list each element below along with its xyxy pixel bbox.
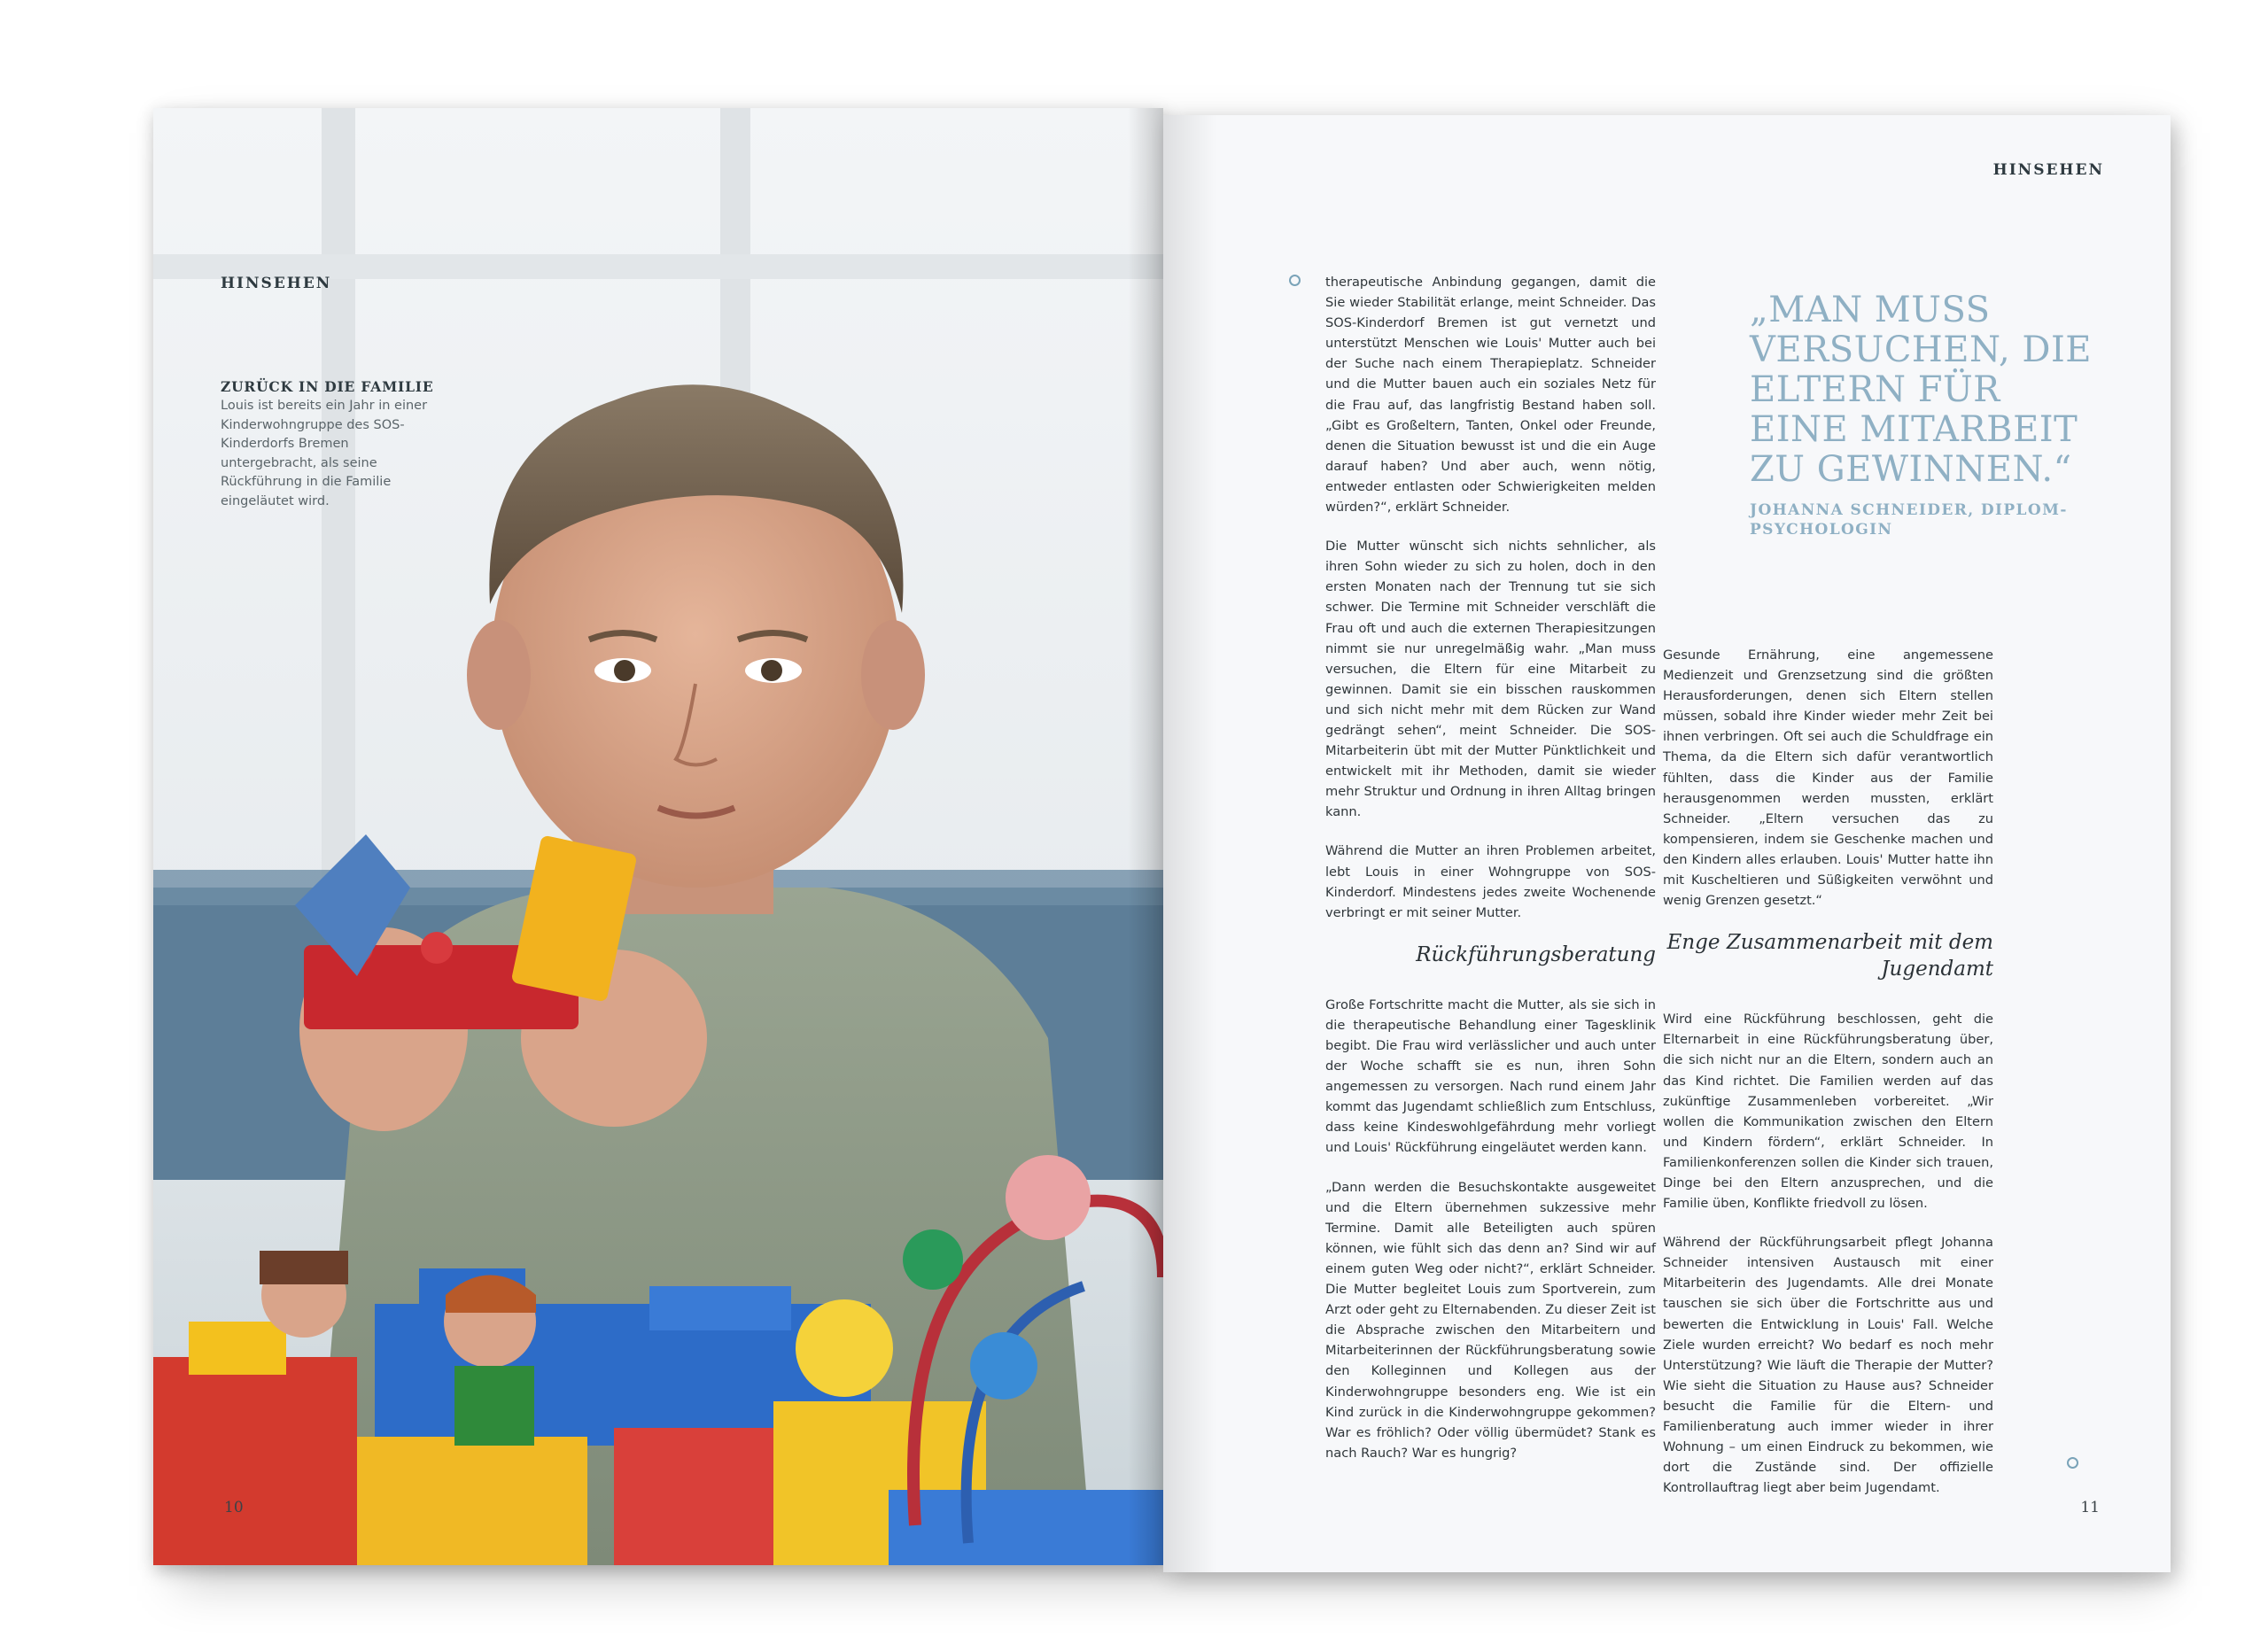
paragraph: „Dann werden die Besuchskontakte ausgeweitet und die Eltern übernehmen sukzessive mehr Termine. Damit alle Beteiligten auch spüren können, wie fühlt sich das denn an? Sind wir auf einem guten Weg oder nicht?“, erklärt Schneider. Die Mutter begleitet Louis zum Sportverein, zum Arzt oder geht zu Elternabenden. Zu dieser Zeit ist die Absprache zwischen den Mitarbeitern und Mitarbeiterinnen der Rückführungsberatung sowie den Kolleginnen und Kollegen aus der Kinderwohngruppe besonders eng. Wie ist ein Kind zurück in die Kinderwohngruppe gekommen? War es fröhlich? Oder völlig übermüdet? Stank es nach Rauch? War es hungrig?	[1325, 1179, 1656, 1461]
paragraph: Während die Mutter an ihren Problemen arbeitet, lebt Louis in einer Wohngruppe von SOS-Kinderdorf. Mindestens jedes zweite Wochenende verbringt er mit seiner Mutter.	[1325, 843, 1656, 920]
paragraph: Große Fortschritte macht die Mutter, als sie sich in die therapeutische Behandlung einer Tagesklinik begibt. Die Frau wird verlässlicher und auch unter der Woche schafft sie es nun, ihren Sohn angemessen zu versorgen. Nach rund einem Jahr kommt das Jugendamt schließlich zum Entschluss, dass keine Kindeswohlgefährdung mehr vorliegt und Louis' Rückführung eingeläutet werden kann.	[1325, 996, 1656, 1156]
pull-quote-text: „MAN MUSS VERSUCHEN, DIE ELTERN FÜR EINE MITARBEIT ZU GEWINNEN.“	[1750, 290, 2092, 490]
running-head: HINSEHEN	[221, 275, 332, 292]
pull-quote	[1750, 291, 2104, 539]
page-number: 11	[2080, 1499, 2100, 1516]
page-number: 10	[224, 1499, 244, 1516]
caption-text: Louis ist bereits ein Jahr in einer Kinderwohngruppe des SOS-Kinderdorfs Bremen untergebracht, als seine Rückführung in die Familie eingeläutet wird.	[221, 399, 428, 508]
right-page	[1163, 115, 2171, 1572]
left-page	[153, 108, 1163, 1565]
article-end-marker-icon	[2067, 1457, 2078, 1469]
photo-caption	[221, 378, 442, 511]
boy-playing-with-blocks-photo	[153, 108, 1163, 1565]
text-column-2	[1663, 645, 1993, 1516]
section-subhead: Enge Zusammenarbeit mit dem Jugendamt	[1666, 931, 1993, 981]
paragraph: Während der Rückführungsarbeit pflegt Johanna Schneider intensiven Austausch mit einer Mitarbeiterin des Jugendamts. Alle drei Monate tauschen sie sich über die Fortschritte aus und bewerten die Entwicklung in Louis' Fall. Welche Ziele wurden erreicht? Wo bedarf es noch mehr Unterstützung? Wie läuft die Therapie der Mutter? Wie sieht die Situation zu Hause aus? Schneider besucht die Familie für die Eltern- und Familienberatung auch immer wieder in ihrer Wohnung – um einen Eindruck zu bekommen, wie dort die Zustände sind. Der offizielle Kontrollauftrag liegt aber beim Jugendamt.	[1663, 1235, 1993, 1496]
paragraph: Gesunde Ernährung, eine angemessene Medienzeit und Grenzsetzung sind die größten Herausforderungen, denen sich Eltern stellen müssen, sobald ihre Kinder wieder mehr Zeit bei ihnen verbringen. Oft sei auch die Schuldfrage ein Thema, da die Eltern sich dafür verantwortlich fühlten, dass die Kinder aus der Familie herausgenommen werden mussten, erklärt Schneider. „Eltern versuchen das zu kompensieren, indem sie Geschenke machen und den Kindern alles erlauben. Louis' Mutter hatte ihn mit Kuscheltieren und Süßigkeiten verwöhnt und wenig Grenzen gesetzt.“	[1663, 648, 1993, 909]
pull-quote-author: JOHANNA SCHNEIDER, DIPLOM-PSYCHOLOGIN	[1750, 501, 2068, 539]
caption-title: ZURÜCK IN DIE FAMILIE	[221, 378, 434, 395]
paragraph: therapeutische Anbindung gegangen, damit die Sie wieder Stabilität erlange, meint Schneider. Das SOS-Kinderdorf Bremen ist gut vernetzt und unterstützt Menschen wie Louis' Mutter auch bei der Suche nach einem Therapieplatz. Schneider und die Mutter bauen auch ein soziales Netz für die Frau auf, das langfristig Bestand haben soll. „Gibt es Großeltern, Tanten, Onkel oder Freunde, denen die Situation bewusst ist und die ein Auge darauf haben? Und aber auch, wenn nötig, entweder entlasten oder Schwierigkeiten melden würden?“, erklärt Schneider.	[1325, 275, 1656, 516]
section-subhead: Rückführungsberatung	[1416, 942, 1656, 966]
article-continue-marker-icon	[1289, 275, 1301, 286]
paragraph: Die Mutter wünscht sich nichts sehnlicher, als ihren Sohn wieder zu sich zu holen, doch in den ersten Monaten nach der Trennung tut sie sich schwer. Die Termine mit Schneider verschläft die Frau oft und auch die externen Therapiesitzungen nimmt sie nur unregelmäßig wahr. „Man muss versuchen, die Eltern für eine Mitarbeit zu gewinnen. Damit sie ein bisschen rauskommen und sich nicht mehr mit dem Rücken zur Wand gedrängt sehen“, meint Schneider. Die SOS-Mitarbeiterin übt mit der Mutter Pünktlichkeit und entwickelt mit ihr Methoden, damit sie wieder mehr Struktur und Ordnung in ihren Alltag bringen kann.	[1325, 539, 1656, 820]
text-column-1	[1325, 272, 1656, 1482]
paragraph: Wird eine Rückführung beschlossen, geht die Elternarbeit in eine Rückführungsberatung über, die sich nicht nur an die Eltern, sondern auch an das Kind richtet. Die Familien werden auf das zukünftige Zusammenleben vorbereitet. „Wir wollen die Kommunikation zwischen den Eltern und Kindern fördern“, erklärt Schneider. In Familienkonferenzen sollen die Kinder sich trauen, Dinge bei den Eltern anzusprechen, und die Familie üben, Konflikte friedvoll zu lösen.	[1663, 1012, 1993, 1212]
page-gutter-shade	[1128, 108, 1163, 1565]
running-head: HINSEHEN	[1992, 161, 2104, 179]
